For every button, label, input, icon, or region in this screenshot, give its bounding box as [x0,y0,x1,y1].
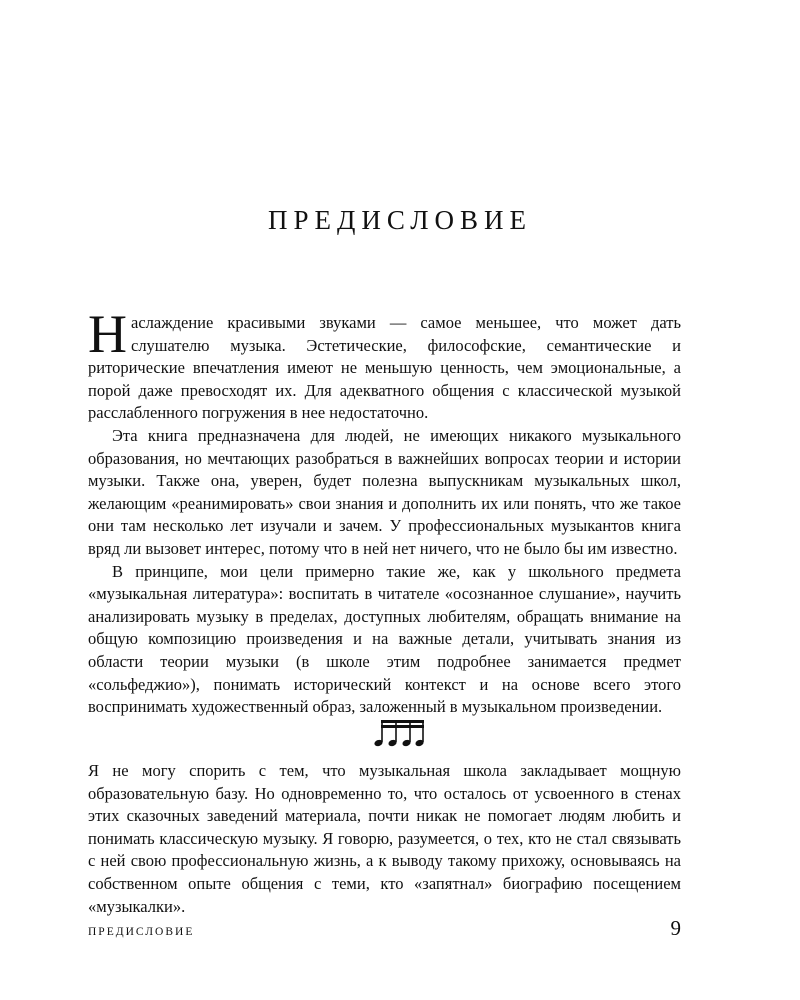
paragraph-1-text: аслаждение красивыми звуками — самое меньшее, что может дать слушателю музыка. Эстетические, философские, семантические и риторические впечатления имеют не меньшую ценность, чем эмоциональные, а порой даже превосходят их. Для адекватного общения с классической музыкой расслабленного погружения в нее недостаточно. [88,313,681,423]
page-footer [88,916,681,941]
paragraph-1 [88,304,681,425]
paragraph-3: В принципе, мои цели примерно такие же, как у школьного предмета «музыкальная литература»: воспитать в читателе «осознанное слушание», научить анализировать музыку в пределах, доступных любителям, обращать внимание на общую композицию произведения и на важные детали, учитывать знания из области теории музыки (в школе этим подробнее занимается предмет «сольфеджио»), понимать исторический контекст и на основе всего этого воспринимать художественный образ, заложенный в музыкальном произведении. [88,561,681,717]
section-divider [0,718,800,748]
drop-cap: Н [88,304,127,364]
running-head: ПРЕДИСЛОВИЕ [88,926,195,938]
sixteenth-notes-icon [374,718,426,748]
chapter-title: ПРЕДИСЛОВИЕ [267,205,533,235]
page-number: 9 [670,916,681,940]
paragraph-4: Я не могу спорить с тем, что музыкальная школа закладывает мощную образовательную базу. Но одновременно то, что осталось от усвоенного в стенах этих сказочных заведений материала, почти никак не помогает людям любить и понимать классическую музыку. Я говорю, разумеется, о тех, кто не стал связывать с ней свою профессиональную жизнь, а к выводу такому прихожу, основываясь на собственном опыте общения с теми, кто «запятнал» биографию посещением «музыкалки». [88,761,681,916]
text-section-2 [88,760,681,918]
paragraph-2: Эта книга предназначена для людей, не имеющих никакого музыкального образования, но мечтающих разобраться в важнейших вопросах теории и истории музыки. Также она, уверен, будет полезна выпускникам музыкальных школ, желающим «реанимировать» свои знания и дополнить их или понять, что же такое они там несколько лет изучали и зачем. У профессиональных музыкантов книга вряд ли вызовет интерес, потому что в ней нет ничего, что не было бы им известно. [88,425,681,558]
text-section-1 [88,304,681,719]
